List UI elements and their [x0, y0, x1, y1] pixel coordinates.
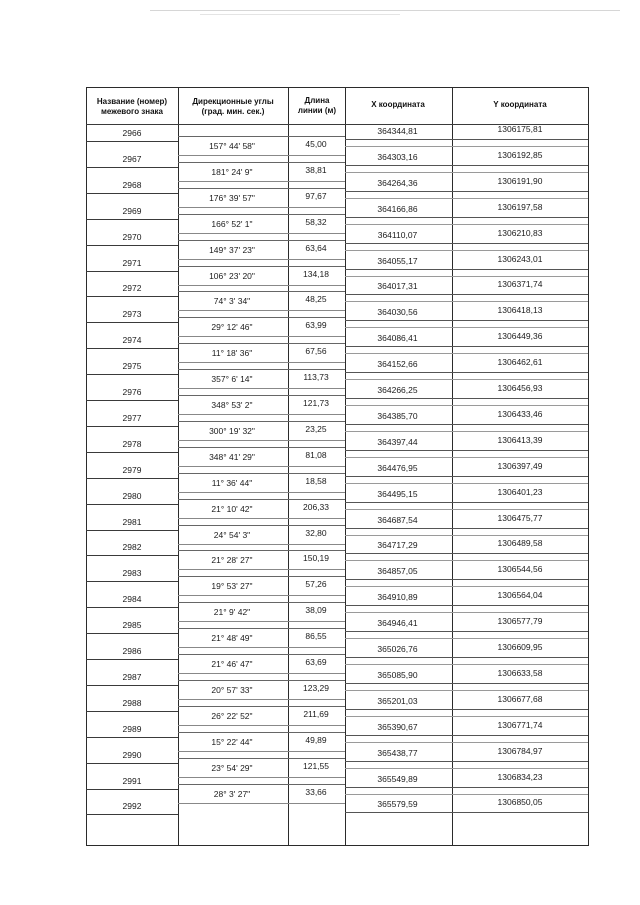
point-y-coordinate: 1306784,97	[497, 746, 543, 756]
row-separator	[86, 685, 178, 686]
row-separator	[86, 737, 178, 738]
row-separator	[86, 426, 178, 427]
row-separator	[178, 369, 345, 370]
point-y-coordinate: 1306771,74	[497, 720, 543, 730]
row-separator	[178, 499, 345, 500]
row-separator	[345, 217, 588, 218]
row-separator	[345, 553, 588, 554]
row-separator	[178, 706, 345, 707]
point-x-coordinate: 364857,05	[377, 566, 418, 576]
line-length: 18,58	[305, 476, 327, 486]
point-y-coordinate: 1306418,13	[497, 305, 543, 315]
point-x-coordinate: 364055,17	[377, 256, 418, 266]
point-name: 2976	[122, 387, 142, 397]
point-y-coordinate: 1306192,85	[497, 150, 543, 160]
point-y-coordinate: 1306850,05	[497, 797, 543, 807]
point-y-coordinate: 1306834,23	[497, 772, 543, 782]
point-x-coordinate: 364166,86	[377, 204, 418, 214]
row-separator	[178, 466, 345, 467]
direction-angle: 28° 3' 27"	[213, 789, 251, 799]
point-x-coordinate: 365201,03	[377, 696, 418, 706]
direction-angle: 300° 19' 32"	[209, 426, 255, 436]
line-length: 63,69	[305, 657, 327, 667]
row-separator	[178, 136, 345, 137]
row-separator	[345, 353, 588, 354]
row-separator	[345, 605, 588, 606]
row-separator	[178, 569, 345, 570]
row-separator	[86, 763, 178, 764]
point-y-coordinate: 1306197,58	[497, 202, 543, 212]
direction-angle: 19° 53' 27"	[211, 581, 253, 591]
row-separator	[86, 659, 178, 660]
point-x-coordinate: 364266,25	[377, 385, 418, 395]
row-separator	[178, 188, 345, 189]
row-separator	[178, 518, 345, 519]
direction-angle: 21° 9' 42"	[213, 607, 251, 617]
row-separator	[178, 181, 345, 182]
row-separator	[178, 266, 345, 267]
row-separator	[86, 400, 178, 401]
direction-angle: 21° 48' 49"	[211, 633, 253, 643]
point-y-coordinate: 1306401,23	[497, 487, 543, 497]
row-separator	[345, 631, 588, 632]
point-name: 2977	[122, 413, 142, 423]
header-y: Y координата	[493, 100, 547, 109]
row-separator	[345, 379, 588, 380]
row-separator	[178, 473, 345, 474]
point-name: 2971	[122, 258, 142, 268]
row-separator	[345, 768, 588, 769]
row-separator	[86, 141, 178, 142]
line-length: 121,73	[303, 398, 329, 408]
point-y-coordinate: 1306371,74	[497, 279, 543, 289]
direction-angle: 21° 10' 42"	[211, 504, 253, 514]
point-x-coordinate: 365438,77	[377, 748, 418, 758]
row-separator	[178, 285, 345, 286]
line-length: 63,99	[305, 320, 327, 330]
point-x-coordinate: 364086,41	[377, 333, 418, 343]
point-x-coordinate: 365085,90	[377, 670, 418, 680]
point-x-coordinate: 365549,89	[377, 774, 418, 784]
direction-angle: 29° 12' 46"	[211, 322, 253, 332]
row-separator	[178, 732, 345, 733]
row-separator	[86, 633, 178, 634]
line-length: 45,00	[305, 139, 327, 149]
direction-angle: 26° 22' 52"	[211, 711, 253, 721]
line-length: 206,33	[303, 502, 329, 512]
row-separator	[178, 654, 345, 655]
header-length: Длина линии (м)	[297, 96, 337, 115]
point-y-coordinate: 1306475,77	[497, 513, 543, 523]
row-separator	[178, 803, 345, 804]
row-separator	[86, 322, 178, 323]
row-separator	[345, 405, 588, 406]
line-length: 113,73	[303, 372, 329, 382]
row-separator	[178, 699, 345, 700]
point-name: 2970	[122, 232, 142, 242]
point-name: 2987	[122, 672, 142, 682]
row-separator	[178, 544, 345, 545]
row-separator	[178, 595, 345, 596]
row-separator	[178, 162, 345, 163]
row-separator	[86, 219, 178, 220]
point-name: 2975	[122, 361, 142, 371]
row-separator	[178, 602, 345, 603]
direction-angle: 20° 57' 33"	[211, 685, 253, 695]
point-x-coordinate: 364717,29	[377, 540, 418, 550]
direction-angle: 24° 54' 3"	[213, 530, 251, 540]
row-separator	[345, 372, 588, 373]
point-y-coordinate: 1306397,49	[497, 461, 543, 471]
point-y-coordinate: 1306489,58	[497, 538, 543, 548]
row-separator	[178, 421, 345, 422]
row-separator	[345, 198, 588, 199]
point-y-coordinate: 1306462,61	[497, 357, 543, 367]
row-separator	[178, 784, 345, 785]
point-name: 2979	[122, 465, 142, 475]
direction-angle: 106° 23' 20"	[209, 271, 255, 281]
row-separator	[178, 343, 345, 344]
row-separator	[345, 165, 588, 166]
row-separator	[345, 761, 588, 762]
point-name: 2989	[122, 724, 142, 734]
line-length: 32,80	[305, 528, 327, 538]
point-y-coordinate: 1306210,83	[497, 228, 543, 238]
row-separator	[178, 492, 345, 493]
row-separator	[345, 301, 588, 302]
row-separator	[86, 530, 178, 531]
row-separator	[178, 680, 345, 681]
point-name: 2980	[122, 491, 142, 501]
point-x-coordinate: 365390,67	[377, 722, 418, 732]
row-separator	[178, 414, 345, 415]
row-separator	[345, 431, 588, 432]
point-name: 2978	[122, 439, 142, 449]
row-separator	[178, 310, 345, 311]
direction-angle: 176° 39' 57"	[209, 193, 255, 203]
point-x-coordinate: 364397,44	[377, 437, 418, 447]
row-separator	[345, 657, 588, 658]
row-separator	[345, 294, 588, 295]
row-separator	[345, 690, 588, 691]
direction-angle: 357° 6' 14"	[211, 374, 253, 384]
line-length: 57,26	[305, 579, 327, 589]
line-length: 63,64	[305, 243, 327, 253]
point-x-coordinate: 364495,15	[377, 489, 418, 499]
point-y-coordinate: 1306677,68	[497, 694, 543, 704]
row-separator	[345, 638, 588, 639]
point-name: 2981	[122, 517, 142, 527]
row-separator	[178, 155, 345, 156]
line-length: 97,67	[305, 191, 327, 201]
line-length: 38,09	[305, 605, 327, 615]
row-separator	[345, 450, 588, 451]
row-separator	[345, 579, 588, 580]
point-name: 2988	[122, 698, 142, 708]
direction-angle: 15° 22' 44"	[211, 737, 253, 747]
row-separator	[345, 346, 588, 347]
row-separator	[86, 711, 178, 712]
point-x-coordinate: 364030,56	[377, 307, 418, 317]
line-length: 67,56	[305, 346, 327, 356]
row-separator	[345, 787, 588, 788]
line-length: 23,25	[305, 424, 327, 434]
point-x-coordinate: 365026,76	[377, 644, 418, 654]
row-separator	[86, 245, 178, 246]
point-name: 2967	[122, 154, 142, 164]
row-separator	[178, 777, 345, 778]
row-separator	[345, 320, 588, 321]
point-y-coordinate: 1306413,39	[497, 435, 543, 445]
direction-angle: 74° 3' 34"	[213, 296, 251, 306]
point-y-coordinate: 1306577,79	[497, 616, 543, 626]
row-separator	[178, 214, 345, 215]
direction-angle: 157° 44' 58"	[209, 141, 255, 151]
row-separator	[86, 478, 178, 479]
row-separator	[178, 525, 345, 526]
point-y-coordinate: 1306544,56	[497, 564, 543, 574]
line-length: 38,81	[305, 165, 327, 175]
row-separator	[86, 607, 178, 608]
row-separator	[178, 440, 345, 441]
point-x-coordinate: 364687,54	[377, 515, 418, 525]
direction-angle: 21° 28' 27"	[211, 555, 253, 565]
row-separator	[345, 243, 588, 244]
line-length: 33,66	[305, 787, 327, 797]
point-x-coordinate: 364476,95	[377, 463, 418, 473]
row-separator	[178, 336, 345, 337]
row-separator	[345, 502, 588, 503]
direction-angle: 181° 24' 9"	[211, 167, 253, 177]
row-separator	[345, 742, 588, 743]
row-separator	[86, 271, 178, 272]
point-y-coordinate: 1306449,36	[497, 331, 543, 341]
point-name: 2966	[122, 128, 142, 138]
header-angle: Дирекционные углы (град. мин. сек.)	[192, 97, 274, 116]
line-length: 211,69	[303, 709, 329, 719]
row-separator	[178, 751, 345, 752]
point-x-coordinate: 364017,31	[377, 281, 418, 291]
point-name: 2972	[122, 283, 142, 293]
point-name: 2985	[122, 620, 142, 630]
point-y-coordinate: 1306633,58	[497, 668, 543, 678]
row-separator	[178, 362, 345, 363]
point-x-coordinate: 364152,66	[377, 359, 418, 369]
row-separator	[345, 560, 588, 561]
row-separator	[178, 576, 345, 577]
point-x-coordinate: 364344,81	[377, 126, 418, 136]
row-separator	[178, 388, 345, 389]
direction-angle: 11° 36' 44"	[211, 478, 253, 488]
row-separator	[345, 509, 588, 510]
point-name: 2969	[122, 206, 142, 216]
row-separator	[86, 193, 178, 194]
point-y-coordinate: 1306609,95	[497, 642, 543, 652]
point-y-coordinate: 1306456,93	[497, 383, 543, 393]
row-separator	[345, 172, 588, 173]
row-separator	[345, 483, 588, 484]
row-separator	[178, 725, 345, 726]
line-length: 121,55	[303, 761, 329, 771]
point-x-coordinate: 364303,16	[377, 152, 418, 162]
direction-angle: 348° 41' 29"	[209, 452, 255, 462]
row-separator	[345, 146, 588, 147]
line-length: 48,25	[305, 294, 327, 304]
line-length: 134,18	[303, 269, 329, 279]
row-separator	[345, 457, 588, 458]
row-separator	[178, 291, 345, 292]
row-separator	[178, 207, 345, 208]
row-separator	[86, 374, 178, 375]
row-separator	[178, 395, 345, 396]
row-separator	[178, 673, 345, 674]
point-name: 2991	[122, 776, 142, 786]
row-separator	[345, 276, 588, 277]
point-x-coordinate: 364385,70	[377, 411, 418, 421]
point-name: 2973	[122, 309, 142, 319]
point-x-coordinate: 364910,89	[377, 592, 418, 602]
point-name: 2992	[122, 801, 142, 811]
point-name: 2983	[122, 568, 142, 578]
row-separator	[86, 296, 178, 297]
row-separator	[345, 224, 588, 225]
point-name: 2984	[122, 594, 142, 604]
row-separator	[345, 528, 588, 529]
row-separator	[86, 814, 178, 815]
row-separator	[345, 612, 588, 613]
row-separator	[178, 317, 345, 318]
point-x-coordinate: 364264,36	[377, 178, 418, 188]
line-length: 123,29	[303, 683, 329, 693]
header-x: X координата	[371, 100, 425, 109]
scan-artifact	[150, 10, 620, 11]
row-separator	[178, 550, 345, 551]
point-name: 2982	[122, 542, 142, 552]
row-separator	[345, 709, 588, 710]
point-y-coordinate: 1306433,46	[497, 409, 543, 419]
row-separator	[178, 240, 345, 241]
row-separator	[345, 398, 588, 399]
row-separator	[345, 586, 588, 587]
row-separator	[345, 269, 588, 270]
line-length: 81,08	[305, 450, 327, 460]
row-separator	[86, 452, 178, 453]
direction-angle: 21° 46' 47"	[211, 659, 253, 669]
row-separator	[178, 621, 345, 622]
row-separator	[86, 555, 178, 556]
row-separator	[86, 581, 178, 582]
point-y-coordinate: 1306564,04	[497, 590, 543, 600]
line-length: 58,32	[305, 217, 327, 227]
header-name: Название (номер) межевого знака	[96, 97, 168, 116]
row-separator	[178, 647, 345, 648]
row-separator	[345, 476, 588, 477]
row-separator	[345, 664, 588, 665]
row-separator	[86, 167, 178, 168]
point-name: 2990	[122, 750, 142, 760]
row-separator	[178, 259, 345, 260]
point-y-coordinate: 1306243,01	[497, 254, 543, 264]
point-name: 2986	[122, 646, 142, 656]
point-y-coordinate: 1306175,81	[497, 124, 543, 134]
direction-angle: 166° 52' 1"	[211, 219, 253, 229]
point-y-coordinate: 1306191,90	[497, 176, 543, 186]
point-x-coordinate: 365579,59	[377, 799, 418, 809]
row-separator	[178, 628, 345, 629]
direction-angle: 11° 18' 36"	[211, 348, 253, 358]
row-separator	[345, 812, 588, 813]
row-separator	[345, 683, 588, 684]
line-length: 150,19	[303, 553, 329, 563]
point-x-coordinate: 364110,07	[377, 230, 418, 240]
point-name: 2974	[122, 335, 142, 345]
row-separator	[178, 233, 345, 234]
row-separator	[345, 424, 588, 425]
row-separator	[178, 447, 345, 448]
row-separator	[345, 327, 588, 328]
row-separator	[86, 789, 178, 790]
direction-angle: 149° 37' 23"	[209, 245, 255, 255]
line-length: 86,55	[305, 631, 327, 641]
direction-angle: 348° 53' 2"	[211, 400, 253, 410]
line-length: 49,89	[305, 735, 327, 745]
row-separator	[345, 535, 588, 536]
point-x-coordinate: 364946,41	[377, 618, 418, 628]
scan-artifact	[200, 14, 400, 15]
row-separator	[86, 504, 178, 505]
row-separator	[345, 794, 588, 795]
row-separator	[345, 250, 588, 251]
row-separator	[345, 735, 588, 736]
direction-angle: 23° 54' 29"	[211, 763, 253, 773]
row-separator	[178, 758, 345, 759]
row-separator	[345, 139, 588, 140]
row-separator	[86, 348, 178, 349]
point-name: 2968	[122, 180, 142, 190]
row-separator	[345, 716, 588, 717]
row-separator	[345, 191, 588, 192]
